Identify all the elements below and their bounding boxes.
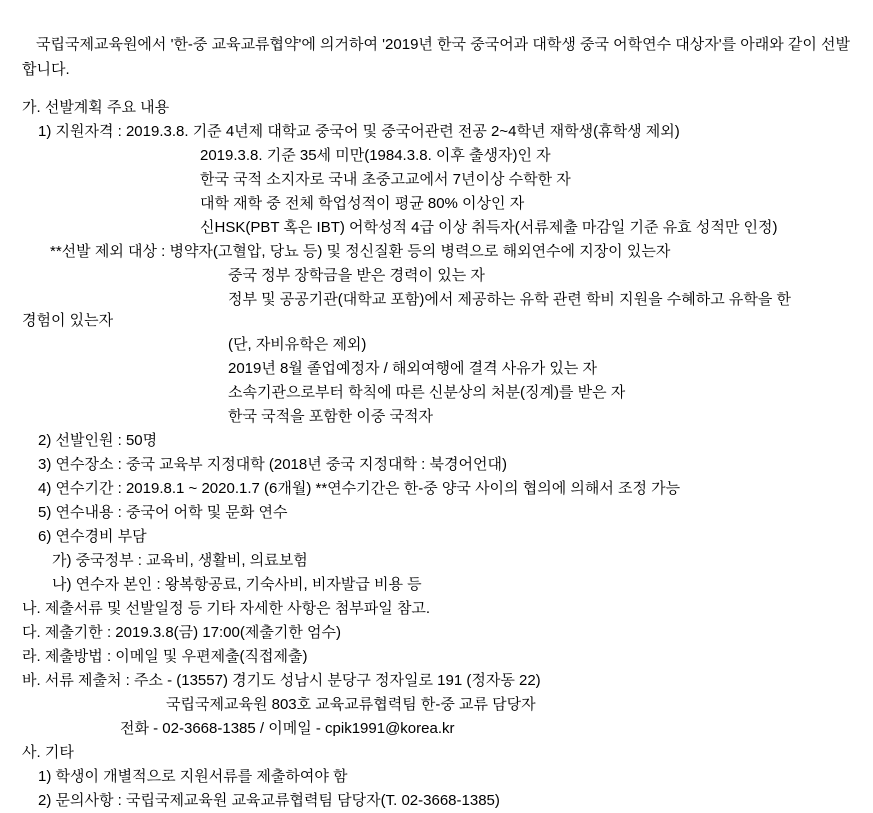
document-line: (단, 자비유학은 제외) (228, 336, 367, 353)
intro-paragraph: 국립국제교육원에서 '한-중 교육교류협약'에 의거하여 '2019년 한국 중국어과 대학생 중국 어학연수 대상자'를 아래와 같이 선발합니다. (22, 36, 851, 78)
document-line: 신HSK(PBT 혹은 IBT) 어학성적 4급 이상 취득자(서류제출 마감일 기준 유효 성적만 인정) (200, 219, 778, 236)
document-line: 5) 연수내용 : 중국어 어학 및 문화 연수 (38, 504, 288, 521)
document-line: 한국 국적 소지자로 국내 초중고교에서 7년이상 수학한 자 (200, 171, 571, 188)
document-line: 다. 제출기한 : 2019.3.8(금) 17:00(제출기한 엄수) (22, 624, 341, 641)
document-line: **선발 제외 대상 : 병약자(고혈압, 당뇨 등) 및 정신질환 등의 병력으로 해외연수에 지장이 있는자 (50, 243, 671, 260)
document-line: 1) 지원자격 : 2019.3.8. 기준 4년제 대학교 중국어 및 중국어관련 전공 2~4학년 재학생(휴학생 제외) (38, 123, 680, 140)
document-line: 4) 연수기간 : 2019.8.1 ~ 2020.1.7 (6개월) **연수기간은 한-중 양국 사이의 협의에 의해서 조정 가능 (38, 480, 681, 497)
document-line: 3) 연수장소 : 중국 교육부 지정대학 (2018년 중국 지정대학 : 북경어언대) (38, 456, 507, 473)
document-line: 가. 선발계획 주요 내용 (22, 99, 170, 116)
document-line: 한국 국적을 포함한 이중 국적자 (228, 408, 434, 425)
document-line: 2019년 8월 졸업예정자 / 해외여행에 결격 사유가 있는 자 (228, 360, 598, 377)
document-line: 가) 중국정부 : 교육비, 생활비, 의료보험 (52, 552, 308, 569)
document-line: 대학 재학 중 전체 학업성적이 평균 80% 이상인 자 (200, 195, 525, 212)
document-line: 라. 제출방법 : 이메일 및 우편제출(직접제출) (22, 648, 308, 665)
document-line: 나) 연수자 본인 : 왕복항공료, 기숙사비, 비자발급 비용 등 (52, 576, 422, 593)
document-line: 정부 및 공공기관(대학교 포함)에서 제공하는 유학 관련 학비 지원을 수혜하고 유학을 한 (228, 291, 791, 308)
document-line: 바. 서류 제출처 : 주소 - (13557) 경기도 성남시 분당구 정자일로 191 (정자동 22) (22, 672, 541, 689)
document-line: 2019.3.8. 기준 35세 미만(1984.3.8. 이후 출생자)인 자 (200, 147, 551, 164)
document-line: 소속기관으로부터 학칙에 따른 신분상의 처분(징계)를 받은 자 (228, 384, 626, 401)
document-line: 2) 선발인원 : 50명 (38, 432, 158, 449)
document-line: 사. 기타 (22, 744, 74, 761)
document-line: 나. 제출서류 및 선발일정 등 기타 자세한 사항은 첨부파일 참고. (22, 600, 431, 617)
document-line: 2) 문의사항 : 국립국제교육원 교육교류협력팀 담당자(T. 02-3668-1385) (38, 792, 500, 809)
document-line: 중국 정부 장학금을 받은 경력이 있는 자 (228, 267, 485, 284)
document-line: 전화 - 02-3668-1385 / 이메일 - cpik1991@korea.kr (120, 720, 455, 737)
document-line: 6) 연수경비 부담 (38, 528, 147, 545)
document-line: 1) 학생이 개별적으로 지원서류를 제출하여야 함 (38, 768, 348, 785)
document-line: 국립국제교육원 803호 교육교류협력팀 한-중 교류 담당자 (166, 696, 536, 713)
document-line: 경험이 있는자 (22, 312, 114, 329)
